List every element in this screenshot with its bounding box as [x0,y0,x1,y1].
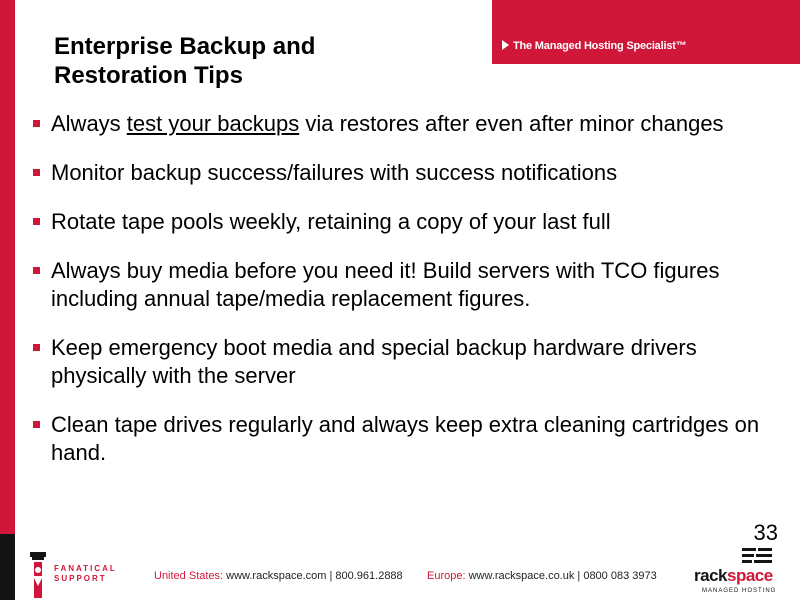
eu-contact [427,570,657,582]
square-bullet-icon [33,421,40,428]
tagline [502,40,687,52]
bullet-text-before: Always [51,111,127,136]
tagline-banner [492,0,800,64]
bullet-text: Keep emergency boot media and special backup hardware drivers physically with the server [51,335,697,388]
bullet-item [0,208,800,236]
square-bullet-icon [33,120,40,127]
us-contact [154,570,403,582]
eu-contact-details: www.rackspace.co.uk | 0800 083 3973 [468,570,657,582]
us-contact-details: www.rackspace.com | 800.961.2888 [226,570,403,582]
bullet-item [0,110,800,138]
bullet-item [0,334,800,390]
fanatical-support-wordmark [54,564,117,584]
rackspace-wordmark-rack: rack [694,566,727,585]
bullet-list [0,110,800,488]
square-bullet-icon [33,218,40,225]
tagline-text: The Managed Hosting Specialist™ [513,40,687,52]
slide-title: Enterprise Backup and Restoration Tips [54,33,316,89]
square-bullet-icon [33,344,40,351]
fanatical-support-logo [24,552,117,598]
rackspace-wordmark-space: space [726,566,773,585]
rackspace-stripes-icon [742,548,772,568]
fanatical-line2: SUPPORT [54,574,107,583]
eu-contact-label: Europe: [427,570,466,582]
bullet-underlined-text: test your backups [126,111,300,136]
us-contact-label: United States: [154,570,224,582]
square-bullet-icon [33,169,40,176]
rackspace-logo [694,548,790,598]
rackspace-subtitle: MANAGED HOSTING [702,588,777,594]
rackspace-wordmark [694,566,773,586]
square-bullet-icon [33,267,40,274]
bullet-item [0,411,800,467]
bullet-text-after: via restores after even after minor changes [299,111,724,136]
bullet-item [0,257,800,313]
bullet-text: Clean tape drives regularly and always keep extra cleaning cartridges on hand. [51,412,760,465]
bullet-text: Rotate tape pools weekly, retaining a copy of your last full [51,209,611,234]
bullet-text: Always buy media before you need it! Build servers with TCO figures including annual tape/media replacement figures. [51,258,720,311]
bullet-text: Monitor backup success/failures with success notifications [51,160,618,185]
bullet-item [0,159,800,187]
footer [0,534,800,600]
triangle-arrow-icon [502,40,509,50]
fanatical-support-icon [28,552,48,598]
page-number: 33 [753,520,778,545]
fanatical-line1: FANATICAL [54,564,117,573]
